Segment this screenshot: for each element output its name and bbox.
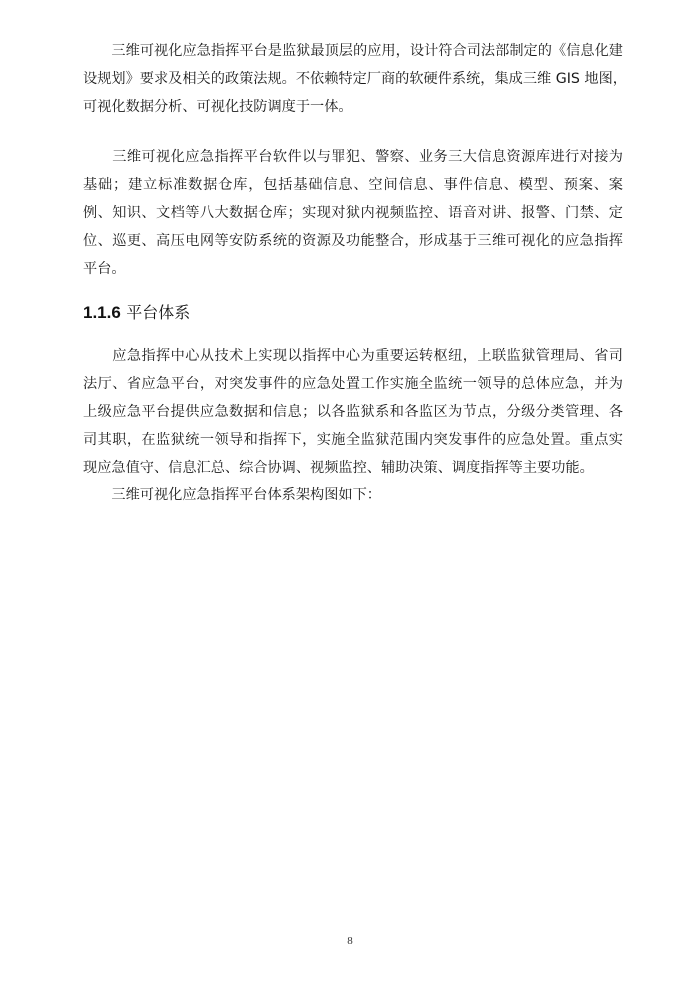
text-line: 例、知识、文档等八大数据仓库；实现对狱内视频监控、语音对讲、报警、门禁、定 [83, 205, 623, 221]
text-line: 设规划》要求及相关的政策法规。不依赖特定厂商的软硬件系统，集成三维 GIS 地图， [83, 71, 627, 87]
section-heading [83, 300, 190, 323]
text-line: 平台。 [83, 261, 126, 277]
text-line: 上级应急平台提供应急数据和信息；以各监狱系和各监区为节点，分级分类管理、各 [83, 404, 623, 420]
paragraph-command-center [83, 349, 623, 489]
text-line: 位、巡更、高压电网等安防系统的资源及功能整合，形成基于三维可视化的应急指挥 [83, 233, 623, 249]
text-line: 基础；建立标准数据仓库，包括基础信息、空间信息、事件信息、模型、预案、案 [83, 177, 623, 193]
text-line: 三维可视化应急指挥平台软件以与罪犯、警察、业务三大信息资源库进行对接为 [83, 149, 623, 165]
text-line: 可视化数据分析、可视化技防调度于一体。 [83, 99, 353, 115]
text-line: 司其职，在监狱统一领导和指挥下，实施全监狱范围内突发事件的应急处置。重点实 [83, 432, 623, 448]
text-line: 三维可视化应急指挥平台体系架构图如下： [83, 487, 381, 503]
paragraph-data-warehouse [83, 150, 623, 290]
text-line: 应急指挥中心从技术上实现以指挥中心为重要运转枢纽，上联监狱管理局、省司 [83, 348, 623, 364]
page-number: 8 [347, 935, 353, 947]
text-line: 现应急值守、信息汇总、综合协调、视频监控、辅助决策、调度指挥等主要功能。 [83, 460, 594, 476]
paragraph-architecture-intro [83, 488, 623, 516]
section-title: 平台体系 [126, 303, 191, 322]
text-line: 法厅、省应急平台，对突发事件的应急处置工作实施全监统一领导的总体应急，并为 [83, 376, 623, 392]
paragraph-platform-overview [83, 43, 627, 128]
section-number: 1.1.6 [83, 303, 121, 322]
text-line: 三维可视化应急指挥平台是监狱最顶层的应用，设计符合司法部制定的《信息化建 [83, 43, 623, 59]
